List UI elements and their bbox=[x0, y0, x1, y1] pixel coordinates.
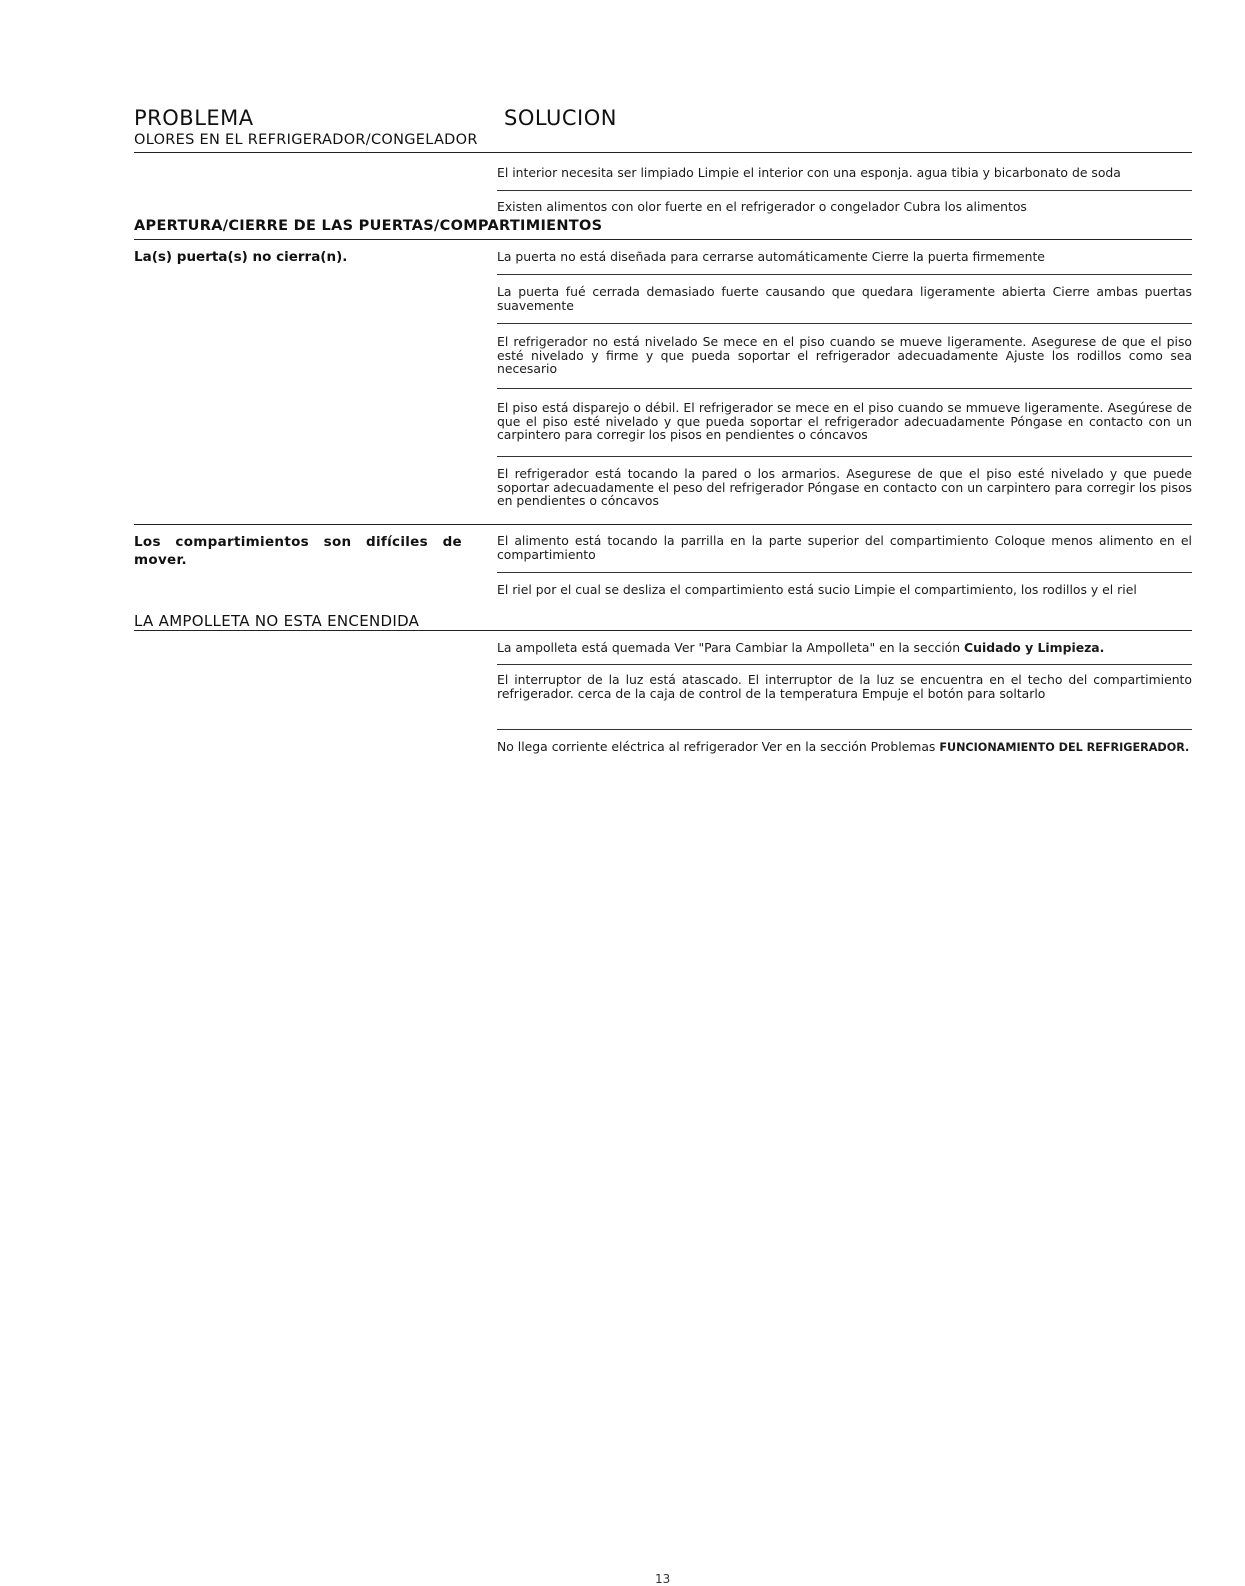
solution-strong-odor-foods: Existen alimentos con olor fuerte en el refrigerador o congelador Cubra los alimentos bbox=[497, 199, 1027, 214]
solution-not-level: El refrigerador no está nivelado Se mece en el piso cuando se mueve ligeramente. Asegurese de que el piso esté nivelado y firme y que pueda soportar el refrigerador adecuadamente Ajuste los rodillos como sea necesario bbox=[497, 334, 1192, 376]
divider bbox=[497, 729, 1192, 730]
solution-switch-stuck: El interruptor de la luz está atascado. El interruptor de la luz se encuentra en el techo del compartimiento refrigerador. cerca de la caja de control de la temperatura Empuje el botón para soltarlo bbox=[497, 672, 1192, 701]
solution-no-power bbox=[497, 740, 1192, 755]
solution-door-closed-too-hard: La puerta fué cerrada demasiado fuerte causando que quedara ligeramente abierta Cierre ambas puertas suavemente bbox=[497, 284, 1192, 313]
section-odors-title: OLORES EN EL REFRIGERADOR/CONGELADOR bbox=[134, 132, 478, 148]
section-odors-rule bbox=[134, 152, 1192, 153]
operation-section-reference: FUNCIONAMIENTO DEL REFRIGERADOR. bbox=[939, 741, 1190, 754]
section-doors-title: APERTURA/CIERRE DE LAS PUERTAS/COMPARTIMIENTOS bbox=[134, 218, 603, 234]
section-light-title: LA AMPOLLETA NO ESTA ENCENDIDA bbox=[134, 612, 420, 630]
solution-uneven-floor: El piso está disparejo o débil. El refrigerador se mece en el piso cuando se mmueve ligeramente. Asegúrese de que el piso esté nivelado y que pueda soportar el refrigerador adecuadamente Póngase en contacto con un carpintero para corregir los pisos en pendientes o cóncavos bbox=[497, 400, 1192, 442]
problem-compartments-hard: Los compartimientos son difíciles de mover. bbox=[134, 534, 462, 568]
solution-touching-wall: El refrigerador está tocando la pared o los armarios. Asegurese de que el piso esté nivelado y que puede soportar adecuadamente el peso del refrigerador Póngase en contacto con un carpintero para corregir los pisos en pendientes o cóncavos bbox=[497, 466, 1192, 508]
section-doors-rule bbox=[134, 239, 1192, 240]
problem-compartments-rule bbox=[134, 524, 1192, 525]
divider bbox=[497, 572, 1192, 573]
problem-column-header: PROBLEMA bbox=[134, 106, 254, 130]
solution-no-power-text: No llega corriente eléctrica al refrigerador Ver en la sección Problemas bbox=[497, 739, 936, 754]
solution-clean-interior: El interior necesita ser limpiado Limpie el interior con una esponja. agua tibia y bicarbonato de soda bbox=[497, 165, 1121, 180]
divider bbox=[497, 323, 1192, 324]
divider bbox=[497, 664, 1192, 665]
solution-dirty-rail: El riel por el cual se desliza el compartimiento está sucio Limpie el compartimiento, los rodillos y el riel bbox=[497, 582, 1137, 597]
section-light-rule bbox=[134, 630, 1192, 631]
solution-bulb-burned bbox=[497, 641, 1192, 655]
solution-column-header: SOLUCION bbox=[504, 106, 617, 130]
solution-bulb-burned-text: La ampolleta está quemada Ver "Para Cambiar la Ampolleta" en la sección bbox=[497, 640, 961, 655]
divider bbox=[497, 190, 1192, 191]
solution-food-touching-shelf: El alimento está tocando la parrilla en la parte superior del compartimiento Coloque menos alimento en el compartimiento bbox=[497, 533, 1192, 562]
problem-doors-not-close: La(s) puerta(s) no cierra(n). bbox=[134, 249, 348, 265]
care-cleaning-reference: Cuidado y Limpieza. bbox=[964, 640, 1105, 655]
divider bbox=[497, 274, 1192, 275]
divider bbox=[497, 456, 1192, 457]
page-number: 13 bbox=[655, 1572, 671, 1586]
divider bbox=[497, 388, 1192, 389]
solution-door-not-self-closing: La puerta no está diseñada para cerrarse automáticamente Cierre la puerta firmemente bbox=[497, 249, 1045, 264]
